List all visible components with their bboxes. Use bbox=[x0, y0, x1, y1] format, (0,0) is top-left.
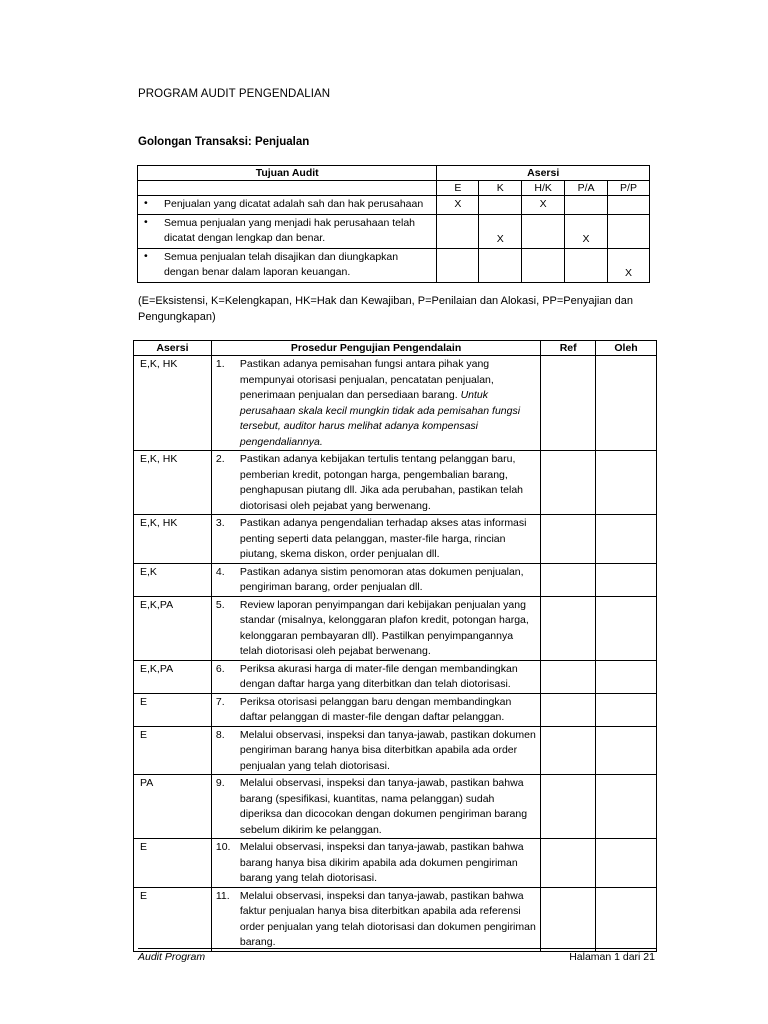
page-title: PROGRAM AUDIT PENGENDALIAN bbox=[138, 88, 331, 100]
procedure-row bbox=[134, 839, 657, 888]
procedure-body: Melalui observasi, inspeksi dan tanya-jawab, pastikan dokumen pengiriman barang hanya bisa diterbitkan apabila ada order penjualan yang telah diotorisasi. bbox=[239, 728, 536, 772]
procedure-cell bbox=[211, 775, 540, 839]
assertion-col-title: Asersi bbox=[134, 341, 212, 356]
objective-text: Semua penjualan yang menjadi hak perusahaan telah dicatat dengan lengkap dan benar. bbox=[164, 216, 416, 244]
row-assertion: E bbox=[134, 887, 212, 951]
assertion-header: Asersi bbox=[437, 166, 650, 181]
ref-cell[interactable] bbox=[541, 693, 596, 726]
objective-row bbox=[138, 214, 650, 248]
procedure-text bbox=[240, 662, 536, 693]
by-cell[interactable] bbox=[596, 693, 657, 726]
by-cell[interactable] bbox=[596, 839, 657, 888]
procedure-cell bbox=[211, 451, 540, 515]
ref-cell[interactable] bbox=[541, 726, 596, 775]
procedure-cell bbox=[211, 693, 540, 726]
page-number: Halaman 1 dari 21 bbox=[569, 951, 655, 963]
by-cell[interactable] bbox=[596, 775, 657, 839]
procedure-body: Periksa otorisasi pelanggan baru dengan membandingkan daftar pelanggan di master-file dengan daftar pelanggan. bbox=[239, 695, 512, 723]
procedure-cell bbox=[211, 563, 540, 596]
assertion-mark: X bbox=[479, 214, 522, 248]
procedure-number: 9. bbox=[215, 777, 225, 789]
footer-divider bbox=[138, 948, 656, 949]
procedure-row bbox=[134, 451, 657, 515]
ref-cell[interactable] bbox=[541, 515, 596, 564]
ref-cell[interactable] bbox=[541, 451, 596, 515]
objectives-table bbox=[137, 165, 650, 283]
ref-cell[interactable] bbox=[541, 775, 596, 839]
row-assertion: E,K, HK bbox=[134, 451, 212, 515]
procedure-body: Melalui observasi, inspeksi dan tanya-jawab, pastikan bahwa barang (spesifikasi, kuantitas, nama pelanggan) sudah diperiksa dan dicocokan dengan dokumen pengiriman barang sebelum dikirim ke pelanggan. bbox=[239, 777, 528, 836]
bullet-icon: • bbox=[144, 249, 148, 262]
by-cell[interactable] bbox=[596, 887, 657, 951]
procedure-text bbox=[240, 565, 536, 596]
objective-text: Penjualan yang dicatat adalah sah dan hak perusahaan bbox=[164, 198, 424, 210]
assertion-mark: X bbox=[522, 196, 565, 215]
by-cell[interactable] bbox=[596, 563, 657, 596]
row-assertion: E bbox=[134, 726, 212, 775]
assertion-col-header: E bbox=[437, 181, 479, 196]
ref-cell[interactable] bbox=[541, 596, 596, 660]
procedure-number: 7. bbox=[215, 695, 225, 708]
row-assertion: E bbox=[134, 693, 212, 726]
ref-col-title: Ref bbox=[541, 341, 596, 356]
procedure-row bbox=[134, 356, 657, 451]
procedure-text bbox=[240, 598, 536, 660]
procedure-number: 4. bbox=[215, 565, 225, 578]
assertion-mark bbox=[565, 248, 608, 282]
ref-cell[interactable] bbox=[541, 887, 596, 951]
procedure-cell bbox=[211, 887, 540, 951]
procedure-text bbox=[240, 357, 536, 450]
procedures-table bbox=[133, 340, 657, 952]
footer-left: Audit Program bbox=[138, 951, 206, 963]
by-cell[interactable] bbox=[596, 660, 657, 693]
procedure-body: Pastikan adanya sistim penomoran atas dokumen penjualan, pengiriman barang, order penjualan dll. bbox=[239, 565, 524, 593]
procedure-number: 5. bbox=[215, 598, 225, 611]
procedure-cell bbox=[211, 726, 540, 775]
procedure-text bbox=[240, 516, 536, 563]
procedure-body: Pastikan adanya pengendalian terhadap akses atas informasi penting seperti data pelanggan, master-file harga, rincian piutang, skema diskon, order penjualan dll. bbox=[239, 517, 527, 560]
procedure-body: Melalui observasi, inspeksi dan tanya-jawab, pastikan bahwa faktur penjualan hanya bisa diterbitkan apabila ada referensi order penjualan yang telah diotorisasi dan dokumen pengiriman barang. bbox=[239, 889, 536, 948]
procedure-row bbox=[134, 563, 657, 596]
procedure-cell bbox=[211, 839, 540, 888]
row-assertion: E bbox=[134, 839, 212, 888]
row-assertion: E,K bbox=[134, 563, 212, 596]
row-assertion: E,K,PA bbox=[134, 596, 212, 660]
row-assertion: E,K, HK bbox=[134, 515, 212, 564]
procedure-row bbox=[134, 775, 657, 839]
procedure-cell bbox=[211, 596, 540, 660]
procedure-number: 6. bbox=[215, 662, 225, 675]
objective-header: Tujuan Audit bbox=[138, 166, 437, 181]
procedure-body: Pastikan adanya pemisahan fungsi antara pihak yang mempunyai otorisasi penjualan, pencatatan penjualan, penerimaan penjualan dan persediaan barang. bbox=[239, 358, 494, 401]
procedure-row bbox=[134, 887, 657, 951]
procedure-number: 8. bbox=[215, 728, 225, 741]
procedure-number: 11. bbox=[215, 889, 230, 902]
procedure-number: 2. bbox=[215, 453, 225, 465]
procedure-number: 10. bbox=[215, 841, 231, 853]
procedure-note: Untuk perusahaan skala kecil mungkin tidak ada pemisahan fungsi tersebut, auditor harus melihat adanya kompensasi pengendaliannya bbox=[239, 389, 521, 448]
row-assertion: E,K, HK bbox=[134, 356, 212, 451]
procedure-cell bbox=[211, 356, 540, 451]
assertion-col-header: P/P bbox=[608, 181, 650, 196]
by-cell[interactable] bbox=[596, 726, 657, 775]
procedure-row bbox=[134, 726, 657, 775]
procedure-note-end: . bbox=[319, 435, 323, 448]
page-subtitle: Golongan Transaksi: Penjualan bbox=[138, 136, 310, 148]
assertion-mark bbox=[522, 214, 565, 248]
empty-cell bbox=[138, 181, 437, 196]
assertion-mark bbox=[522, 248, 565, 282]
bullet-icon: • bbox=[144, 197, 148, 209]
ref-cell[interactable] bbox=[541, 839, 596, 888]
row-assertion: E,K,PA bbox=[134, 660, 212, 693]
assertion-mark bbox=[479, 248, 522, 282]
assertion-col-header: P/A bbox=[565, 181, 608, 196]
assertion-mark bbox=[608, 196, 650, 215]
assertion-col-header: K bbox=[479, 181, 522, 196]
procedure-text bbox=[240, 452, 536, 514]
procedure-text bbox=[240, 776, 536, 838]
procedure-text bbox=[240, 695, 536, 726]
procedure-body: Review laporan penyimpangan dari kebijakan penjualan yang standar (misalnya, kelonggaran plafon kredit, potongan harga, kelonggaran pembayaran dll). Pastilkan penyimpangannya telah diotorisasi oleh pejabat berwenang. bbox=[239, 598, 529, 657]
by-cell[interactable] bbox=[596, 356, 657, 451]
assertion-mark: X bbox=[565, 214, 608, 248]
assertion-mark: X bbox=[437, 196, 479, 215]
objective-text: Semua penjualan telah disajikan dan diungkapkan dengan benar dalam laporan keuangan. bbox=[164, 250, 399, 278]
by-cell[interactable] bbox=[596, 596, 657, 660]
procedure-text bbox=[240, 889, 536, 951]
procedure-text bbox=[240, 728, 536, 775]
ref-cell[interactable] bbox=[541, 563, 596, 596]
ref-cell[interactable] bbox=[541, 356, 596, 451]
procedure-cell bbox=[211, 660, 540, 693]
objective-row bbox=[138, 248, 650, 282]
assertion-mark bbox=[437, 214, 479, 248]
procedure-number: 1. bbox=[215, 358, 225, 370]
row-assertion: PA bbox=[134, 775, 212, 839]
procedure-text bbox=[240, 840, 536, 887]
assertion-col-header: H/K bbox=[522, 181, 565, 196]
by-cell[interactable] bbox=[596, 515, 657, 564]
objective-row bbox=[138, 196, 650, 215]
procedure-col-title: Prosedur Pengujian Pengendalain bbox=[211, 341, 540, 356]
procedure-row bbox=[134, 693, 657, 726]
assertion-legend: (E=Eksistensi, K=Kelengkapan, HK=Hak dan Kewajiban, P=Penilaian dan Alokasi, PP=Penyajian dan Pengungkapan) bbox=[138, 295, 634, 323]
procedure-row bbox=[134, 515, 657, 564]
procedure-body: Periksa akurasi harga di mater-file dengan membandingkan dengan daftar harga yang diterbitkan dan telah diotorisasi. bbox=[239, 662, 518, 690]
procedure-row bbox=[134, 660, 657, 693]
ref-cell[interactable] bbox=[541, 660, 596, 693]
by-col-title: Oleh bbox=[596, 341, 657, 356]
assertion-mark bbox=[565, 196, 608, 215]
bullet-icon: • bbox=[144, 215, 148, 228]
assertion-mark bbox=[437, 248, 479, 282]
procedure-body: Pastikan adanya kebijakan tertulis tentang pelanggan baru, pemberian kredit, potongan harga, pengembalian barang, penghapusan piutang dll. Jika ada perubahan, pastikan telah diotorisasi oleh pejabat yang berwenang. bbox=[239, 453, 524, 512]
procedure-row bbox=[134, 596, 657, 660]
by-cell[interactable] bbox=[596, 451, 657, 515]
procedure-number: 3. bbox=[215, 517, 225, 529]
procedure-body: Melalui observasi, inspeksi dan tanya-jawab, pastikan bahwa barang hanya bisa dikirim apabila ada dokumen pengiriman barang yang telah diotorisasi. bbox=[239, 841, 524, 884]
procedure-cell bbox=[211, 515, 540, 564]
assertion-mark bbox=[608, 214, 650, 248]
assertion-mark bbox=[479, 196, 522, 215]
assertion-mark: X bbox=[608, 248, 650, 282]
